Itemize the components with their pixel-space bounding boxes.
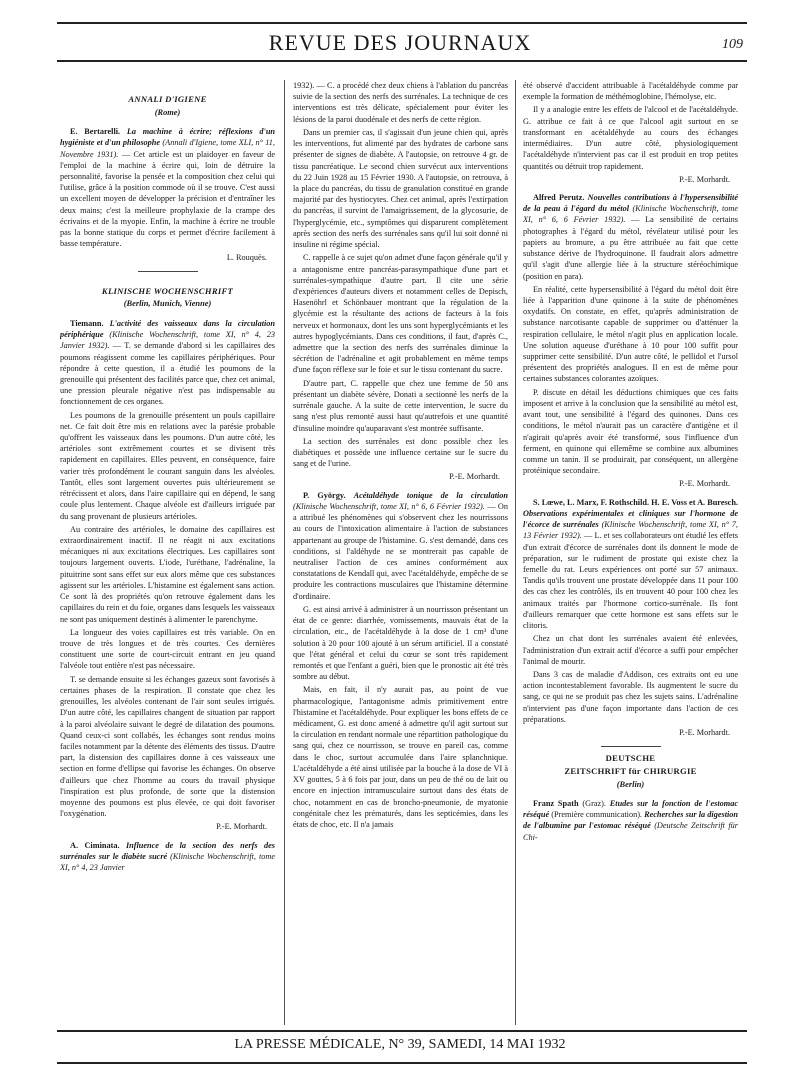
reviewer-signature: L. Rouquès.	[226, 252, 267, 262]
article-author: A. Ciminata.	[70, 840, 120, 850]
paragraph: G. est ainsi arrivé à administrer à un nourrisson présentant un état de ce genre: diarrhée, vomissements, mauvais état de la circulation, etc., de l'acétaldéhyde à la dose de 1 cm³ d'une solution à 20 pour 100 ajouté à un sérum artificiel. Il a constaté que l'état général et celui du cœur se sont très rapidement remontés et que l'enfant a guéri, bien que le pronostic ait été très sombre au début.	[293, 604, 508, 682]
article-text: — L. et ses collaborateurs ont étudié les effets d'un extrait d'écorce de surrénales dont ils donnent le mode de préparation, sur le rudiment de prostate qui existe chez la femelle du rat. Leurs expériences ont porté sur 57 animaux. Tandis qu'ils trouvent une prostate développée dans 11 pour 100 des cas chez les contrôlés, ils en trouvent 40 pour 100 chez les animaux traités par l'hormone cortico-surrénale. Ils font d'ailleurs remarquer que cette hormone est sans effets sur le clitoris.	[523, 531, 738, 631]
paragraph: C. rappelle à ce sujet qu'on admet d'une façon générale qu'il y a antagonisme entre pancréas-parasympathique d'une part et surrénales-sympathique d'autre part. Il cite une série d'expériences d'auteurs divers et notamment celles de Depisch, Hasenöhrl et Schönbauer montrant que la régulation de la glycémie est la résultante des actions de facteurs à la fois nerveux et hormonaux, dont les uns sont hyperglycémiants et les autres hypoglycémiants. Dans ces conditions, il faut, d'après C., admettre que la section des nerfs des surrénales diminue la sécrétion de l'adrénaline et agit probablement en même temps d'une façon réflexe sur le foie et sur le tissu contenant du sucre.	[293, 253, 508, 375]
article-title: Nouvelles contributions à l'hypersensibilité de la peau à l'égard du métol	[523, 192, 738, 214]
paragraph: Mais, en fait, il n'y aurait pas, au point de vue pharmacologique, l'antagonisme admis primitivement entre l'histamine et l'acétaldéhyde. Pour expliquer les bons effets de ce médicament, G. est donc amené à admettre qu'il agit surtout sur la circulation en rendant normale une répartition pathologique du sang qui, chez ce nourrisson, se trouve en pareil cas, comme dans le choc, surtout accumulée dans l'aire splanchnique. L'acétaldéhyde a été ainsi utilisée par la bouche à la dose de VI à XV gouttes, 5 à 6 fois par jour, dans un peu de thé ou de lait ou encore en injection intramusculaire surtout dans des états de choc, notamment en cas de broncho-pneumonie, de myatonie congénitale chez les prématurés, dans les septicémies, dans les états de choc, etc. Il n'a jamais	[293, 685, 508, 829]
paragraph: La longueur des voies capillaires est très variable. On en trouve de très longues et de très courtes. Ces dernières constituent une sorte de court-circuit entrant en jeu quand l'alvéole tout entière n'est pas nécessaire.	[60, 627, 275, 671]
article-author: S. Lœwe, L. Marx, F. Rothschild. H. E. Voss et A. Buresch.	[533, 497, 738, 507]
article-title: La machine à écrire; réflexions d'un hygiéniste et d'un philosophe	[60, 127, 275, 148]
article-title: Etudes sur la fonction de l'estomac réséqué	[523, 799, 738, 820]
article-abstract	[523, 497, 738, 632]
journal-heading: ANNALI D'IGIENE	[128, 94, 207, 104]
paragraph: Dans un premier cas, il s'agissait d'un jeune chien qui, après les interventions, fut alimenté par des hydrates de carbone sans présenter de signes de diabète. A l'autopsie, on retrouve 4 gr. de tissu pancréatique. Le second chien survécut aux interventions du 22 Juin 1928 au 15 Février 1930. A l'autopsie, on retrouva, à la place du pancréas, du tissu de granulation constitué en grande majorité par des hystiocytes. Chez cet animal, après l'extirpation du pancréas, il survint de l'amaigrissement, de la glycosurie, de l'hyperglycémie, etc., symptômes qui disparurent complètement après section des nerfs des surrénales sans qu'il lui soit donné ni insuline ni régime spécial.	[293, 127, 508, 250]
article-source: (Deutsche Zeitschrift für Chi-	[523, 821, 738, 842]
article-abstract	[60, 318, 275, 408]
paragraph: En réalité, cette hypersensibilité à l'égard du métol doit être liée à l'apparition d'une quinone à la suite de phénomènes oxydatifs. On constate, en effet, qu'après administration de substance narcotisante capable de supprimer ou d'atténuer la respiration cellulaire, le métol n'agit plus en application locale. Une solution aqueuse d'uréthane à 10 pour 100 suffit pour supprimer cette sensibilité. D'un autre côté, le pellidol et l'ursol présentent des propriétés analogues. Il en est de même pour certaines substances colorantes azoïques.	[523, 284, 738, 384]
header-top-rule	[57, 22, 747, 24]
article-author: Alfred Perutz.	[533, 192, 585, 202]
footer-bottom-rule	[57, 1062, 747, 1064]
article-note: (Première communication).	[551, 810, 642, 820]
article-title: L'activité des vaisseaux dans la circulation périphérique	[60, 318, 275, 340]
paragraph: 1932). — C. a procédé chez deux chiens à l'ablation du pancréas suivie de la section des nerfs des surrénales. La technique de ces interventions est très délicate, spécialement pour éviter les lésions de la paroi duodénale et des nerfs de cette région.	[293, 81, 508, 124]
column-separator-1	[284, 80, 285, 1025]
paragraph: La section des surrénales est donc possible chez les diabétiques et possède une influence certaine sur le sucre du sang et de l'urine.	[293, 436, 508, 469]
section-divider	[601, 746, 661, 747]
article-text: — Cet article est un plaidoyer en faveur de l'emploi de la machine à écrire qui, loin de détruire la personnalité, favorise la pensée et la composition chez celui qui l'utilise, grâce à la position commode où il se trouve. C'est aussi un excellent moyen de développer la précision et d'entraîner les deux mains; c'est la meilleure prophylaxie de la crampe des écrivains et de la myopie. Enfin, la machine à écrire ne trouble pas la bonne statique du corps et permet d'écrire facilement à basse température.	[60, 149, 275, 249]
article-source: (Klinische Wochenschrift, tome XI, n° 4, 23 Janvier 1932).	[60, 330, 275, 351]
journal-city: (Berlin, Munich, Vienne)	[123, 299, 212, 309]
article-author: Franz Spath	[533, 799, 579, 809]
article-title: Acétaldéhyde tonique de la circulation	[353, 490, 508, 500]
article-source: (Klinische Wochenschrift, tome XI, n° 4, 23 Janvier	[60, 851, 275, 873]
article-source: (Klinische Wochenschrift, tome XI, n° 7, 13 Février 1932).	[523, 520, 738, 541]
paragraph: Chez un chat dont les surrénales avaient été enlevées, l'administration d'un extrait actif d'écorce a suffi pour empêcher l'animal de mourir.	[523, 634, 738, 666]
column-2	[293, 80, 508, 1025]
journal-city: (Rome)	[154, 107, 181, 117]
article-abstract	[60, 126, 275, 249]
article-title: Observations expérimentales et cliniques sur l'hormone de l'écorce de surrénales	[523, 508, 738, 530]
article-source: (Annali d'Igiene, tome XLI, n° 11, Novembre 1931).	[60, 138, 275, 159]
paragraph: Au contraire des artérioles, le domaine des capillaires est extraordinairement inactif. Il ne réagit ni aux excitations mécaniques ni aux excitations électriques. Les capillaires sont toujours largement ouverts. L'iode, l'uréthane, l'adrénaline, la pituitrine sont sans effet sur eux alors même que ces substances agissent sur les artérioles. L'histamine est également sans action. Ce sont là des propriétés qu'on retrouve également dans les capillaires du rein et du foie, organes dans lesquels les vaisseaux ne sont pas uniquement destinés à alimenter le parenchyme.	[60, 524, 275, 624]
column-1	[60, 80, 275, 1025]
article-author: E. Bertarelli.	[70, 127, 121, 137]
author-city: (Graz).	[582, 799, 606, 809]
reviewer-signature: P.-E. Morhardt.	[679, 728, 730, 738]
column-3	[523, 80, 738, 1025]
article-abstract	[293, 490, 508, 602]
reviewer-signature: P.-E. Morhardt.	[216, 822, 267, 832]
paragraph: Dans 3 cas de maladie d'Addison, ces extraits ont eu une action incontestablement favorable. Ils augmentent le sucre du sang, ce qui ne se produit pas chez les sujets sains. L'adrénaline n'intervient pas d'une façon importante dans l'action de ces préparations.	[523, 669, 738, 724]
paragraph: D'autre part, C. rappelle que chez une femme de 50 ans présentant un diabète sévère, Donati a sectionné les nerfs de la surrénale gauche. A la suite de cette intervention, le sucre du sang n'est plus remonté aussi haut qu'autrefois et une quantité d'insuline moindre qu'auparavant s'est montrée suffisante.	[293, 378, 508, 433]
paragraph: Il y a analogie entre les effets de l'alcool et de l'acétaldéhyde. G. attribue ce fait à ce que l'alcool agit surtout en se transformant en acétaldéhyde au cours des échanges intermédiaires. D'un autre côté, physiologiquement l'acétaldéhyde n'intervient pas car il est produit en trop petites quantités ou détruit trop rapidement.	[523, 105, 738, 171]
journal-heading: KLINISCHE WOCHENSCHRIFT	[101, 285, 234, 296]
article-source: (Klinische Wochenschrift, tome XI, n° 6, 6 Février 1932).	[523, 204, 738, 225]
reviewer-signature: P.-E. Morhardt.	[679, 174, 730, 184]
paragraph: été observé d'accident attribuable à l'acétaldéhyde comme par exemple la formation de méthémoglobine, l'hémolyse, etc.	[523, 81, 738, 102]
header-bottom-rule	[57, 60, 747, 62]
journal-heading: DEUTSCHE	[605, 753, 656, 764]
article-source: (Klinische Wochenschrift, tome XI, n° 6, 6 Février 1932).	[293, 501, 485, 511]
article-abstract	[523, 192, 738, 282]
article-title-2: Recherches sur la digestion de l'albumine par l'estomac réséqué	[523, 810, 738, 831]
paragraph: P. discute en détail les déductions chimiques que ces faits imposent et arrive à la conclusion que la sensibilité au métol est, avant tout, une sensibilité à l'égard des quinones. Dans ces conditions, le métol n'aurait pas un caractère d'antigène et il n'agirait qu'après avoir été transformé, sous l'influence d'un ferment, en quinone qui ellemême se combine aux albumines comme un tanin. Il se produirait, par conséquent, un allergène protéinique secondaire.	[523, 387, 738, 476]
reviewer-signature: P.-E. Morhardt.	[449, 472, 500, 482]
paragraph: Les poumons de la grenouille présentent un pouls capillaire net. Ce fait doit être mis en relations avec la parésie probable qu'offrent les vaisseaux dans les poumons. D'un autre côté, les artérioles sont extrêmement courtes et se divisent très rapidement en capillaires. Elles peuvent, en conséquence, faire varier très profondément le courant sanguin dans les alvéoles. Tantôt, elles sont largement ouvertes puis ultérieurement se rétrécissent et alors, dans l'aire capillaire qui en dépend, le sang coule plus lentement. Chaque alvéole est d'ailleurs irriguée par du sang provenant de plusieurs artérioles.	[60, 410, 275, 521]
journal-section-title: REVUE DES JOURNAUX	[268, 30, 532, 55]
article-abstract	[523, 798, 738, 843]
footer-top-rule	[57, 1030, 747, 1032]
article-abstract	[60, 840, 275, 874]
column-separator-2	[515, 80, 516, 1025]
page-number: 109	[722, 37, 743, 52]
article-title: Influence de la section des nerfs des surrénales sur le diabète sucré	[60, 840, 275, 861]
paragraph: T. se demande ensuite si les échanges gazeux sont favorisés à certaines phases de la respiration. Il constate que chez les grenouilles, les alvéoles contenant de l'air sont seules irrigués. D'un autre côté, les capillaires changent de situation par rapport à la paroi alvéolaire suivant le degré de dilatation des poumons. Quand ceux-ci sont collabés, les échanges sont rendus moins faciles notamment par la détente des éléments des tissus. D'autre part, la distension des capillaires donne à ces vaisseaux une section en forme d'ellipse qui favorise les échanges. On observe d'ailleurs que chez l'homme au cours du travail physique l'inspiration est plus profonde, de sorte que la distension moyenne des poumons est plus élevée, ce qui doit favoriser l'oxygénation.	[60, 674, 275, 819]
article-text: — T. se demande d'abord si les capillaires des poumons réagissent comme les capillaires périphériques. Pour répondre à cette question, il a étudié les poumons de la grenouille qui présentent des facilités parce que, chez cet animal, une pression pleurale négative n'est pas indispensable au fonctionnement de ces organes.	[60, 341, 275, 407]
article-author: Tiemann.	[70, 318, 104, 328]
journal-heading-line2: ZEITSCHRIFT für CHIRURGIE	[564, 765, 697, 776]
article-text: — On a attribué les phénomènes qui s'observent chez les nourrissons au cours de l'intoxication alimentaire à l'action de substances appartenant au groupe de l'histamine. G. s'est demandé, dans ces conditions, si l'aldéhyde ne se montrerait pas capable de neutraliser l'action de ces amines conformément aux constatations de Kendall qui, avec l'acétaldéhyde, empêche de se produire les contractions musculaires que l'histamine détermine d'ordinaire.	[293, 501, 508, 601]
journal-city: (Berlin)	[616, 779, 645, 789]
footer-citation: LA PRESSE MÉDICALE, N° 39, SAMEDI, 14 MAI 1932	[234, 1037, 566, 1052]
reviewer-signature: P.-E. Morhardt.	[679, 479, 730, 489]
section-divider	[138, 271, 198, 272]
article-text: — La sensibilité de certains photographes à l'égard du métol, révélateur utilisé pour les papiers au bromure, a pu être attribuée au fait que cette substance dérive de l'hydroquinone. Il faudrait alors admettre qu'il s'agit d'une allergie liée à la structure stéréochimique (position en para).	[523, 215, 738, 281]
article-author: P. György.	[303, 490, 346, 500]
